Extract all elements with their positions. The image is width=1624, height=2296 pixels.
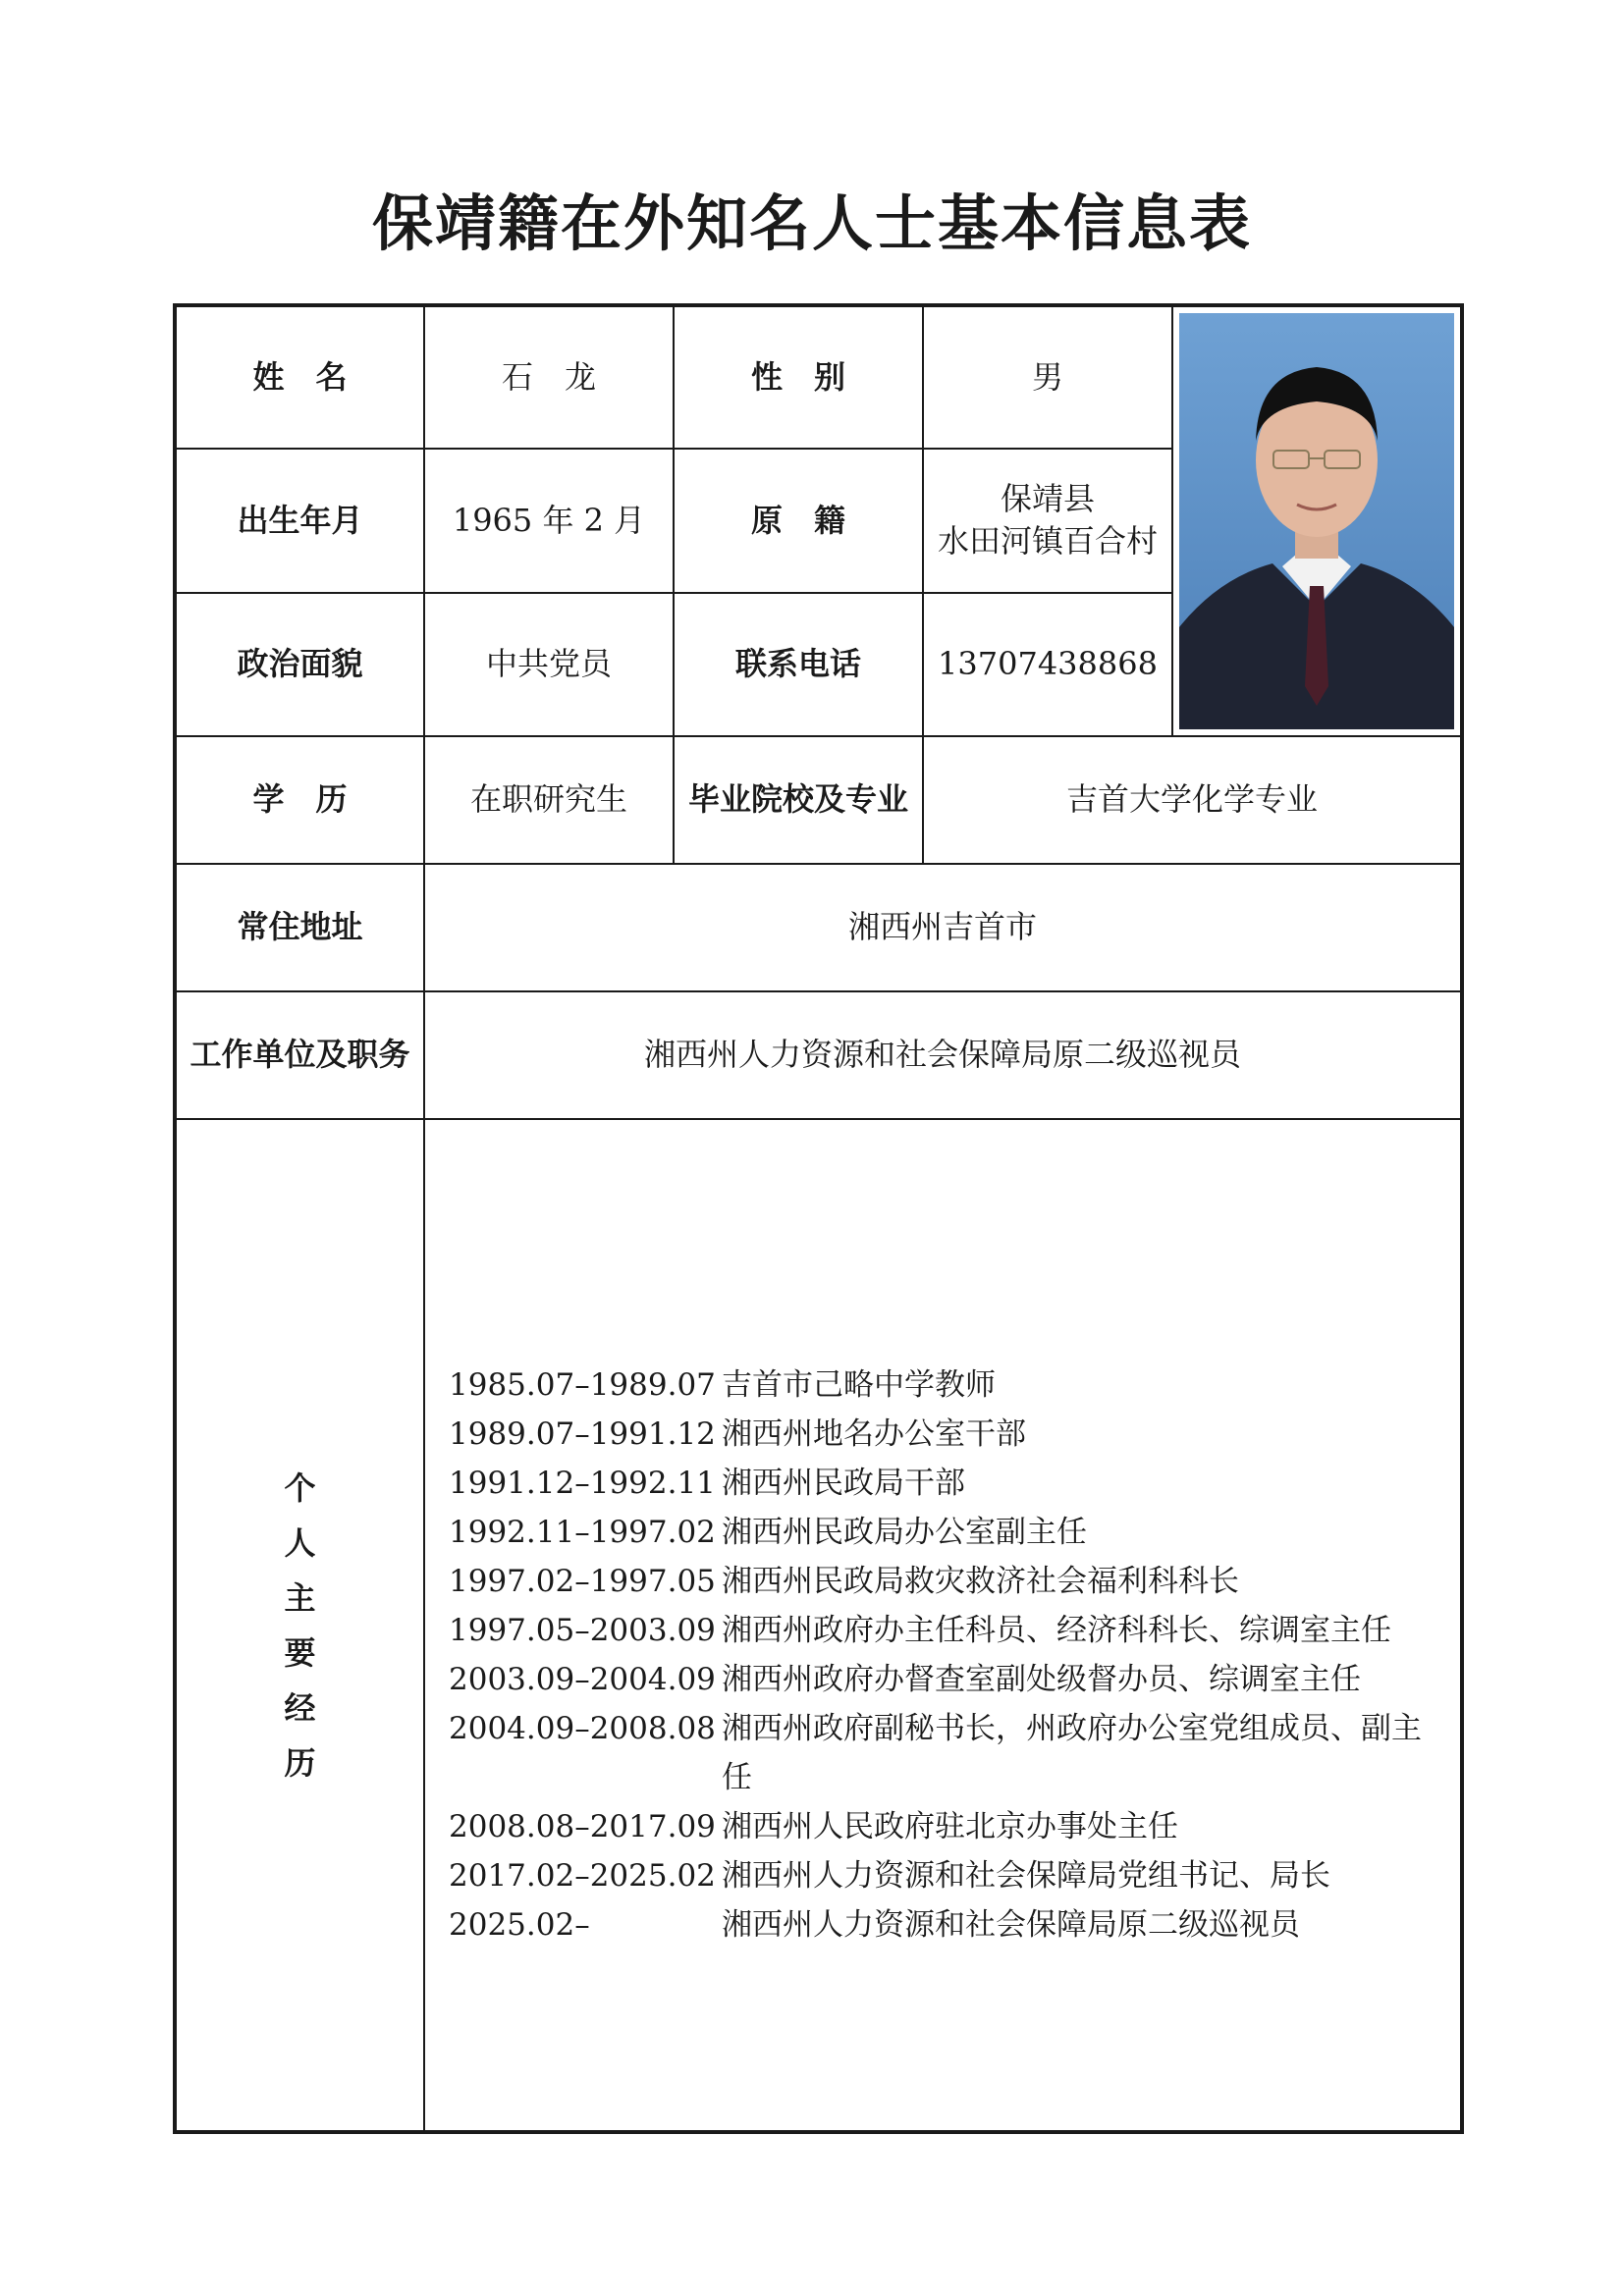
career-label-cell <box>175 1119 424 2132</box>
info-table <box>173 303 1464 2134</box>
portrait-photo <box>1179 313 1454 729</box>
name-value: 石 龙 <box>424 305 674 449</box>
career-period: 1985.07–1989.07 <box>449 1366 716 1403</box>
career-label: 个人主要经历 <box>284 1468 316 1782</box>
career-description: 湘西州人民政府驻北京办事处主任 <box>722 1808 1178 1844</box>
career-entry <box>449 1704 1442 1802</box>
career-description: 湘西州政府办主任科员、经济科科长、综调室主任 <box>722 1612 1391 1648</box>
school-label: 毕业院校及专业 <box>674 736 923 864</box>
career-period: 1991.12–1992.11 <box>449 1465 716 1501</box>
politics-label: 政治面貌 <box>175 593 424 736</box>
career-description: 湘西州人力资源和社会保障局原二级巡视员 <box>722 1906 1300 1943</box>
career-description: 湘西州民政局救灾救济社会福利科科长 <box>722 1563 1239 1599</box>
career-entry <box>449 1557 1442 1606</box>
career-period: 1992.11–1997.02 <box>449 1514 716 1550</box>
origin-label: 原 籍 <box>674 449 923 592</box>
address-label: 常住地址 <box>175 864 424 991</box>
career-entry <box>449 1900 1442 1949</box>
career-period: 1997.05–2003.09 <box>449 1612 716 1648</box>
address-value: 湘西州吉首市 <box>424 864 1462 991</box>
education-label: 学 历 <box>175 736 424 864</box>
career-description: 湘西州政府办督查室副处级督办员、综调室主任 <box>722 1661 1361 1697</box>
page-title: 保靖籍在外知名人士基本信息表 <box>371 187 1252 259</box>
name-label: 姓 名 <box>175 305 424 449</box>
career-description: 湘西州人力资源和社会保障局党组书记、局长 <box>722 1857 1330 1894</box>
gender-label: 性 别 <box>674 305 923 449</box>
career-description: 湘西州民政局办公室副主任 <box>722 1514 1087 1550</box>
origin-line-2: 水田河镇百合村 <box>937 522 1158 561</box>
career-entry <box>449 1508 1442 1557</box>
career-entry <box>449 1361 1442 1410</box>
phone-label: 联系电话 <box>674 593 923 736</box>
career-description: 吉首市己略中学教师 <box>722 1366 996 1403</box>
origin-line-1: 保靖县 <box>1000 480 1095 518</box>
career-cell <box>424 1119 1462 2132</box>
career-entry <box>449 1459 1442 1508</box>
career-list <box>449 1361 1442 1949</box>
work-value: 湘西州人力资源和社会保障局原二级巡视员 <box>424 991 1462 1119</box>
school-value: 吉首大学化学专业 <box>923 736 1462 864</box>
career-entry <box>449 1606 1442 1655</box>
career-description: 湘西州政府副秘书长，州政府办公室党组成员、副主任 <box>722 1710 1422 1795</box>
career-period: 1989.07–1991.12 <box>449 1415 716 1452</box>
career-period: 2003.09–2004.09 <box>449 1661 716 1697</box>
photo-cell <box>1172 305 1462 736</box>
gender-value: 男 <box>923 305 1172 449</box>
career-period: 1997.02–1997.05 <box>449 1563 716 1599</box>
career-period: 2004.09–2008.08 <box>449 1710 716 1746</box>
career-entry <box>449 1851 1442 1900</box>
career-description: 湘西州民政局干部 <box>722 1465 965 1501</box>
career-period: 2025.02– <box>449 1906 590 1943</box>
career-entry <box>449 1655 1442 1704</box>
birth-label: 出生年月 <box>175 449 424 592</box>
work-label: 工作单位及职务 <box>175 991 424 1119</box>
origin-value <box>923 449 1172 592</box>
career-description: 湘西州地名办公室干部 <box>722 1415 1026 1452</box>
birth-value: 1965 年 2 月 <box>424 449 674 592</box>
career-period: 2008.08–2017.09 <box>449 1808 716 1844</box>
career-entry <box>449 1410 1442 1459</box>
politics-value: 中共党员 <box>424 593 674 736</box>
education-value: 在职研究生 <box>424 736 674 864</box>
career-period: 2017.02–2025.02 <box>449 1857 716 1894</box>
career-entry <box>449 1802 1442 1851</box>
phone-value: 13707438868 <box>923 593 1172 736</box>
